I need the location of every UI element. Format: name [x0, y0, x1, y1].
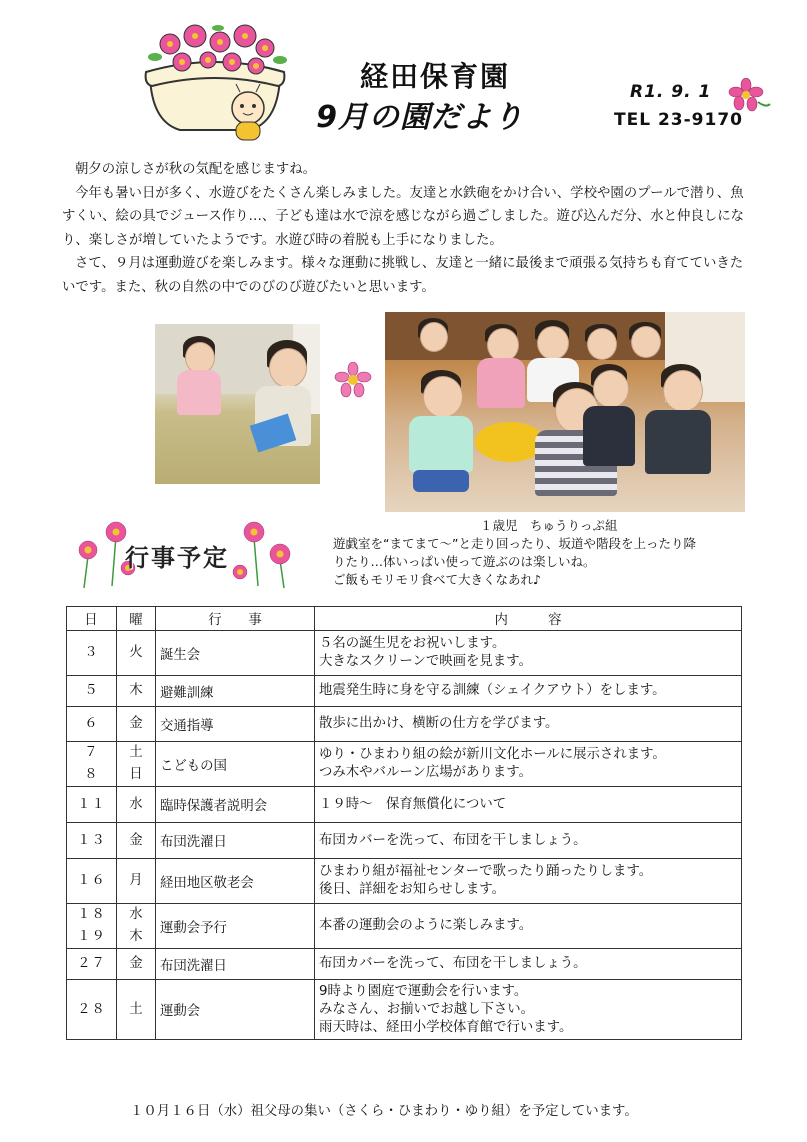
phone-number: TEL 23-9170	[614, 110, 743, 130]
content-cell	[315, 980, 742, 1040]
event-cell: 誕生会	[156, 631, 315, 676]
content-cell	[315, 631, 742, 676]
content-cell-line: つみ木やバルーン広場があります。	[319, 765, 532, 780]
intro-paragraph: 今年も暑い日が多く、水遊びをたくさん楽しみました。友達と水鉄砲をかけ合い、学校や園のプールで潜り、魚すくい、絵の具でジュース作り…、子ども達は水で涼を感じながら過ごしました。遊び込んだ分、水と仲良しになり、楽しさが増していたようです。水遊び時の着脱も上手になりました。	[62, 185, 744, 248]
day-cell	[67, 676, 117, 707]
event-cell: 交通指導	[156, 707, 315, 742]
header-event: 行 事	[156, 607, 315, 631]
content-cell	[315, 742, 742, 787]
events-heading: 行事予定	[125, 544, 229, 572]
weekday-cell-line: 金	[129, 716, 143, 731]
weekday-cell	[117, 980, 156, 1040]
event-cell: 避難訓練	[156, 676, 315, 707]
intro-paragraph: さて、９月は運動遊びを楽しみます。様々な運動に挑戦し、友達と一緒に最後まで頑張る気持ちも育てていきたいです。また、秋の自然の中でのびのび遊びたいと思います。	[62, 256, 744, 295]
content-cell	[315, 904, 742, 949]
day-cell-line: ３	[84, 645, 99, 660]
event-cell: 臨時保護者説明会	[156, 787, 315, 823]
table-row	[67, 859, 742, 904]
table-row	[67, 787, 742, 823]
event-cell: 運動会予行	[156, 904, 315, 949]
event-cell: 布団洗濯日	[156, 823, 315, 859]
table-row	[67, 742, 742, 787]
event-cell: 経田地区敬老会	[156, 859, 315, 904]
weekday-cell-line: 火	[129, 645, 143, 660]
table-row	[67, 980, 742, 1040]
day-cell	[67, 787, 117, 823]
content-cell-line: 地震発生時に身を守る訓練（シェイクアウト）をします。	[319, 683, 666, 698]
weekday-cell-line: 月	[129, 873, 143, 888]
content-cell	[315, 707, 742, 742]
content-cell	[315, 859, 742, 904]
weekday-cell	[117, 859, 156, 904]
weekday-cell	[117, 631, 156, 676]
description-line: ご飯もモリモリ食べて大きくなあれ♪	[333, 572, 541, 587]
cosmos-flower-icon	[333, 362, 373, 398]
day-cell-line: ２７	[77, 956, 106, 971]
weekday-cell-line: 水	[129, 796, 143, 812]
footer-note: １０月１６日（水）祖父母の集い（さくら・ひまわり・ゆり組）を予定しています。	[130, 1104, 638, 1119]
weekday-cell-line: 水	[129, 907, 143, 922]
weekday-cell	[117, 904, 156, 949]
photo-class-group	[385, 312, 745, 512]
day-cell-line: １１	[77, 796, 106, 812]
weekday-cell-line: 日	[129, 767, 143, 782]
content-cell-line: 雨天時は、経田小学校体育館で行います。	[319, 1019, 573, 1035]
photo-caption: １歳児 ちゅうりっぷ組	[480, 518, 618, 533]
weekday-cell-line: 土	[129, 745, 143, 760]
content-cell-line: 後日、詳細をお知らせします。	[319, 882, 505, 897]
day-cell-line: ８	[84, 767, 99, 782]
header-content: 内 容	[315, 607, 742, 631]
weekday-cell	[117, 742, 156, 787]
content-cell-line: ひまわり組が福祉センターで歌ったり踊ったりします。	[319, 864, 653, 879]
description-line: 遊戯室を“まてまて～”と走り回ったり、坂道や階段を上ったり降	[333, 536, 696, 551]
header-weekday: 曜	[117, 607, 156, 631]
issue-date: R1. 9. 1	[630, 82, 712, 102]
day-cell-line: ７	[84, 745, 99, 760]
content-cell	[315, 949, 742, 980]
day-cell	[67, 742, 117, 787]
day-cell-line: ２８	[77, 1001, 106, 1017]
day-cell	[67, 980, 117, 1040]
content-cell-line: ゆり・ひまわり組の絵が新川文化ホールに展示されます。	[319, 747, 666, 762]
event-cell: 運動会	[156, 980, 315, 1040]
content-cell-line: 9時より園庭で運動会を行います。	[319, 983, 528, 999]
weekday-cell	[117, 823, 156, 859]
content-cell-line: みなさん、お揃いでお越し下さい。	[319, 1001, 535, 1017]
day-cell	[67, 707, 117, 742]
weekday-cell-line: 土	[129, 1001, 143, 1017]
day-cell	[67, 631, 117, 676]
table-row	[67, 823, 742, 859]
table-header-row	[67, 607, 742, 631]
cosmos-flower-icon	[728, 78, 772, 114]
header-day: 日	[67, 607, 117, 631]
day-cell-line: １８	[77, 907, 106, 922]
content-cell-line: ５名の誕生児をお祝いします。	[319, 636, 506, 651]
weekday-cell	[117, 787, 156, 823]
day-cell-line: ６	[84, 716, 99, 731]
description-line: りたり…体いっぱい使って遊ぶのは楽しいね。	[333, 554, 596, 569]
content-cell	[315, 787, 742, 823]
content-cell	[315, 676, 742, 707]
day-cell	[67, 859, 117, 904]
flower-basket-illustration	[140, 22, 290, 150]
day-cell	[67, 949, 117, 980]
table-row	[67, 904, 742, 949]
weekday-cell-line: 金	[129, 956, 143, 971]
table-row	[67, 676, 742, 707]
newsletter-title: 9月の園だより	[316, 100, 524, 135]
day-cell-line: １６	[77, 873, 106, 888]
table-row	[67, 631, 742, 676]
day-cell-line: ５	[84, 683, 99, 698]
nursery-name: 経田保育園	[359, 60, 510, 93]
event-cell: 布団洗濯日	[156, 949, 315, 980]
content-cell-line: 散歩に出かけ、横断の仕方を学びます。	[319, 716, 559, 731]
content-cell-line: １９時～ 保育無償化について	[319, 796, 507, 812]
day-cell	[67, 823, 117, 859]
intro-paragraph: 朝夕の涼しさが秋の気配を感じますね。	[75, 162, 317, 177]
content-cell-line: 布団カバーを洗って、布団を干しましょう。	[319, 956, 587, 971]
event-schedule-table	[66, 606, 742, 1040]
content-cell-line: 大きなスクリーンで映画を見ます。	[319, 654, 532, 669]
table-row	[67, 949, 742, 980]
table-row	[67, 707, 742, 742]
weekday-cell	[117, 707, 156, 742]
weekday-cell-line: 木	[129, 683, 143, 698]
content-cell-line: 布団カバーを洗って、布団を干しましょう。	[319, 832, 587, 848]
weekday-cell-line: 木	[129, 929, 143, 944]
content-cell	[315, 823, 742, 859]
photo-children-playing	[155, 324, 320, 484]
weekday-cell	[117, 949, 156, 980]
day-cell-line: １９	[77, 929, 106, 944]
intro-text	[62, 158, 752, 299]
photo-description	[333, 535, 773, 589]
day-cell-line: １３	[77, 832, 106, 848]
day-cell	[67, 904, 117, 949]
event-cell: こどもの国	[156, 742, 315, 787]
weekday-cell	[117, 676, 156, 707]
weekday-cell-line: 金	[129, 832, 143, 848]
content-cell-line: 本番の運動会のように楽しみます。	[319, 918, 533, 933]
